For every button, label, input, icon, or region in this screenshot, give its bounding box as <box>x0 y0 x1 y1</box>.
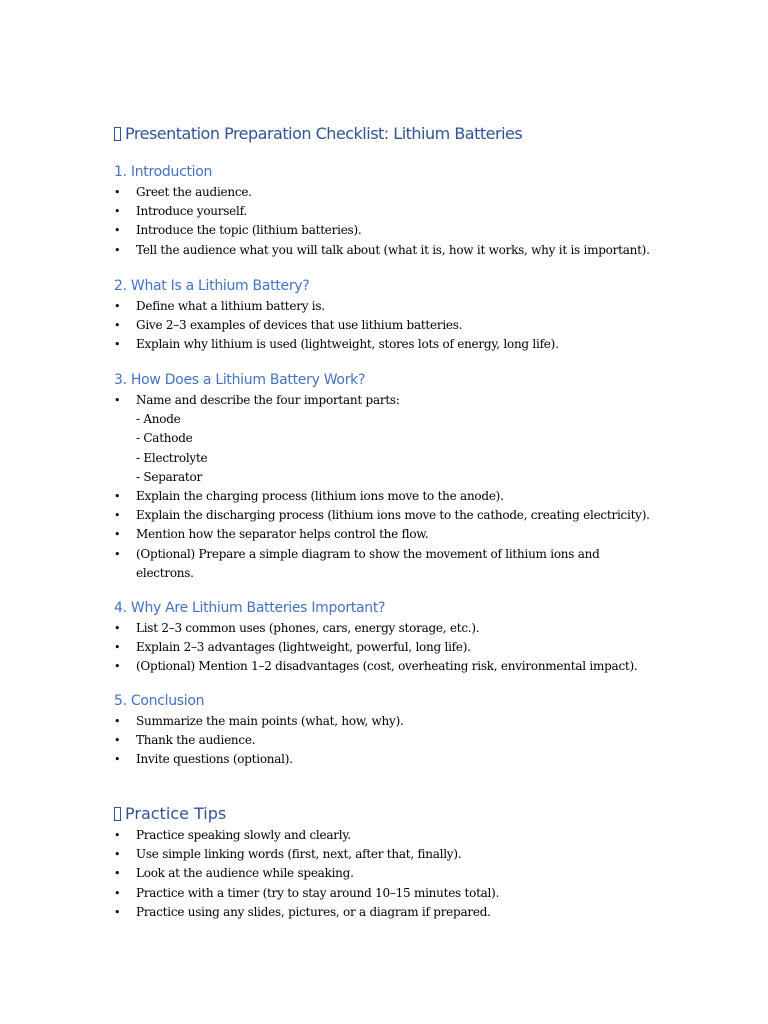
practice-tips-title-text: Practice Tips <box>125 804 227 823</box>
clipboard-icon <box>114 127 121 141</box>
section-introduction <box>114 161 734 260</box>
section-conclusion <box>114 690 734 770</box>
list-item-text: Thank the audience. <box>136 733 256 748</box>
list-item <box>114 731 734 750</box>
list-item <box>114 619 734 638</box>
section-what-is <box>114 275 734 355</box>
list-item <box>114 884 734 903</box>
list-item <box>114 826 734 845</box>
bullet-icon: • <box>114 186 121 199</box>
practice-tips-title <box>114 804 226 823</box>
bullet-icon: • <box>114 509 121 523</box>
bullet-icon: • <box>114 547 121 561</box>
list-item <box>114 864 734 883</box>
list-item-text: Mention how the separator helps control the flow. <box>136 527 429 542</box>
bullet-icon: • <box>114 886 121 900</box>
bullet-icon: • <box>114 205 121 219</box>
section-practice-tips <box>114 826 734 922</box>
bullet-icon: • <box>114 490 121 504</box>
list-item-text: Give 2–3 examples of devices that use lithium batteries. <box>136 318 463 333</box>
bullet-icon: • <box>114 622 121 635</box>
list-item <box>114 202 734 221</box>
list-item <box>114 525 734 544</box>
list-item-text: List 2–3 common uses (phones, cars, energy storage, etc.). <box>136 621 480 635</box>
bullet-icon: • <box>114 243 121 257</box>
list-item <box>114 657 734 676</box>
list-item-text: Practice with a timer (try to stay around 10–15 minutes total). <box>136 885 500 900</box>
bullet-list <box>114 826 734 922</box>
section-heading: 4. Why Are Lithium Batteries Important? <box>114 600 386 616</box>
list-item <box>114 391 734 487</box>
list-item-text: Use simple linking words (first, next, after that, finally). <box>136 847 462 862</box>
bullet-icon: • <box>114 641 121 655</box>
bullet-icon: • <box>114 660 121 674</box>
section-importance <box>114 597 734 677</box>
list-item <box>114 241 734 260</box>
list-item-text: Name and describe the four important parts: <box>136 393 400 407</box>
list-item <box>114 545 734 583</box>
list-item <box>114 638 734 657</box>
list-item <box>114 506 734 525</box>
bullet-list <box>114 619 734 677</box>
list-item-text: Practice using any slides, pictures, or a diagram if prepared. <box>136 904 491 919</box>
list-item <box>114 750 734 769</box>
bullet-list <box>114 391 734 583</box>
list-item-text: Introduce yourself. <box>136 204 247 219</box>
list-item <box>114 903 734 922</box>
part-anode: - Anode <box>136 412 181 427</box>
bullet-icon: • <box>114 319 121 333</box>
lightbulb-icon <box>114 807 121 821</box>
list-item <box>114 297 734 316</box>
list-item-text: Tell the audience what you will talk about (what it is, how it works, why it is important). <box>136 242 650 257</box>
bullet-icon: • <box>114 753 121 767</box>
bullet-icon: • <box>114 338 121 352</box>
list-item-text: Explain the discharging process (lithium ions move to the cathode, creating electricity). <box>136 508 650 523</box>
list-item-text: Define what a lithium battery is. <box>136 299 325 313</box>
list-item-text: Summarize the main points (what, how, why). <box>136 714 404 728</box>
list-item <box>114 183 734 202</box>
part-separator: - Separator <box>136 469 202 484</box>
list-item-text: Greet the audience. <box>136 185 252 199</box>
document-title <box>114 124 522 143</box>
list-item-text: Explain why lithium is used (lightweight, stores lots of energy, long life). <box>136 337 559 352</box>
document-title-text: Presentation Preparation Checklist: Lithium Batteries <box>125 124 523 143</box>
list-item-text: Practice speaking slowly and clearly. <box>136 828 351 842</box>
section-heading: 1. Introduction <box>114 164 213 180</box>
list-item-text: Look at the audience while speaking. <box>136 866 354 881</box>
bullet-icon: • <box>114 867 121 881</box>
bullet-list <box>114 297 734 355</box>
list-item <box>114 845 734 864</box>
list-item-text: Invite questions (optional). <box>136 752 293 767</box>
list-item <box>114 335 734 354</box>
list-item <box>114 712 734 731</box>
section-heading: 3. How Does a Lithium Battery Work? <box>114 372 366 388</box>
bullet-icon: • <box>114 224 121 238</box>
list-item <box>114 316 734 335</box>
list-item-text: Explain the charging process (lithium ions move to the anode). <box>136 489 504 504</box>
section-heading: 5. Conclusion <box>114 693 205 709</box>
bullet-icon: • <box>114 394 121 407</box>
bullet-list <box>114 183 734 260</box>
bullet-icon: • <box>114 848 121 862</box>
bullet-icon: • <box>114 300 121 313</box>
bullet-icon: • <box>114 829 121 842</box>
list-item-text: (Optional) Prepare a simple diagram to show the movement of lithium ions and <box>136 546 600 561</box>
part-electrolyte: - Electrolyte <box>136 450 208 465</box>
bullet-list <box>114 712 734 770</box>
part-cathode: - Cathode <box>136 431 193 446</box>
list-item-text: Explain 2–3 advantages (lightweight, powerful, long life). <box>136 640 471 655</box>
bullet-icon: • <box>114 734 121 748</box>
list-item-text: Introduce the topic (lithium batteries). <box>136 223 362 238</box>
list-item-text: (Optional) Mention 1–2 disadvantages (cost, overheating risk, environmental impact). <box>136 659 638 674</box>
bullet-icon: • <box>114 715 121 728</box>
list-item-continuation: electrons. <box>136 565 194 580</box>
bullet-icon: • <box>114 528 121 542</box>
section-heading: 2. What Is a Lithium Battery? <box>114 278 310 294</box>
list-item <box>114 487 734 506</box>
list-item <box>114 221 734 240</box>
section-how-it-works <box>114 369 734 583</box>
bullet-icon: • <box>114 905 121 919</box>
